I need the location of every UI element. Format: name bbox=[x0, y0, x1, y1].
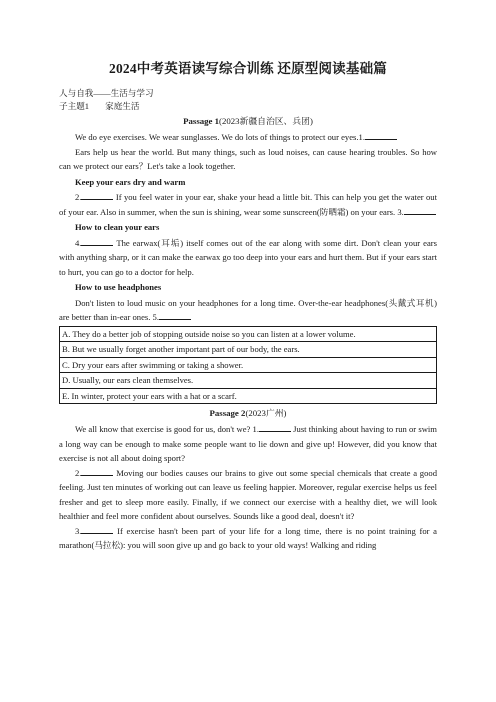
passage-1-paragraph-5: Don't listen to loud music on your headphones for a long time. Over-the-ear headphones(头戴式耳机) are better than in-ear ones. 5. bbox=[59, 297, 437, 322]
subtheme-line bbox=[59, 100, 437, 113]
options-box bbox=[59, 326, 437, 405]
option-a: A. They do a better job of stopping outside noise so you can listen at a lower volume. bbox=[60, 327, 436, 343]
passage-1-paragraph-1: We do eye exercises. We wear sunglasses. We do lots of things to protect our eyes.1. bbox=[59, 130, 437, 145]
option-c: C. Dry your ears after swimming or taking a shower. bbox=[60, 358, 436, 374]
answer-blank[interactable] bbox=[81, 236, 113, 246]
option-e: E. In winter, protect your ears with a hat or a scarf. bbox=[62, 390, 237, 401]
answer-blank[interactable] bbox=[159, 310, 191, 320]
passage-1-title: Passage 1(2023新疆自治区、兵团) bbox=[183, 116, 313, 126]
answer-blank[interactable] bbox=[259, 422, 291, 432]
theme-line: 人与自我——生活与学习 bbox=[59, 88, 154, 98]
passage-1-heading-clean: How to clean your ears bbox=[75, 222, 160, 232]
passage-1-heading-headphones: How to use headphones bbox=[75, 282, 162, 292]
option-b: B. But we usually forget another important part of our body, the ears. bbox=[60, 342, 436, 358]
passage-1-paragraph-4: 4. The earwax(耳垢) itself comes out of the ear along with some dirt. Don't clean your ears with anything sharp, or it can make the earwax go too deep into your ears and hurt them. But if your ears start to hurt, you can go to a doctor for help. bbox=[59, 237, 437, 277]
option-d: D. Usually, our ears clean themselves. bbox=[60, 373, 436, 389]
answer-blank[interactable] bbox=[81, 190, 113, 200]
passage-2-paragraph-1: We all know that exercise is good for us, don't we? 1. Just thinking about having to run or swim a long way can be enough to make some people want to lie down and give up! However, did you know that exercise is not all about doing sport? bbox=[59, 424, 437, 464]
passage-2-title: Passage 2(2023广州) bbox=[209, 408, 287, 419]
passage-1-paragraph-3: 2. If you feel water in your ear, shake your head a little bit. This can help you get the water out of your ear. Also in summer, when the sun is shining, wear some sunscreen(防晒霜) on your ears. 3. bbox=[59, 192, 437, 217]
answer-blank[interactable] bbox=[404, 205, 436, 215]
document-page bbox=[59, 60, 437, 553]
answer-blank[interactable] bbox=[81, 524, 113, 534]
subtheme-label: 子主题1 bbox=[59, 100, 90, 111]
subtheme-name: 家庭生活 bbox=[105, 100, 140, 111]
passage-1-heading-dry-warm: Keep your ears dry and warm bbox=[75, 176, 186, 187]
answer-blank[interactable] bbox=[365, 130, 397, 140]
passage-1-paragraph-2: Ears help us hear the world. But many things, such as loud noises, can cause hearing troubles. So how can we protect our ears？Let's take a look together. bbox=[59, 146, 437, 171]
passage-2-paragraph-3: 3. If exercise hasn't been part of your life for a long time, there is no point training for a marathon(马拉松): you will soon give up and go back to your old ways! Walking and riding bbox=[59, 525, 437, 551]
document-title: 2024中考英语读写综合训练 还原型阅读基础篇 bbox=[109, 61, 387, 76]
passage-2-paragraph-2: 2. Moving our bodies causes our brains to give out some special chemicals that create a good feeling. Just ten minutes of working out can leave us feeling happier. Moreover, regular exercise helps us feel fresher and get to sleep more easily. Finally, if we connect our exercise with a healthy diet, we will look healthier and feel more confident about ourselves. Sounds like a good deal, doesn't it? bbox=[59, 467, 437, 522]
answer-blank[interactable] bbox=[81, 466, 113, 476]
